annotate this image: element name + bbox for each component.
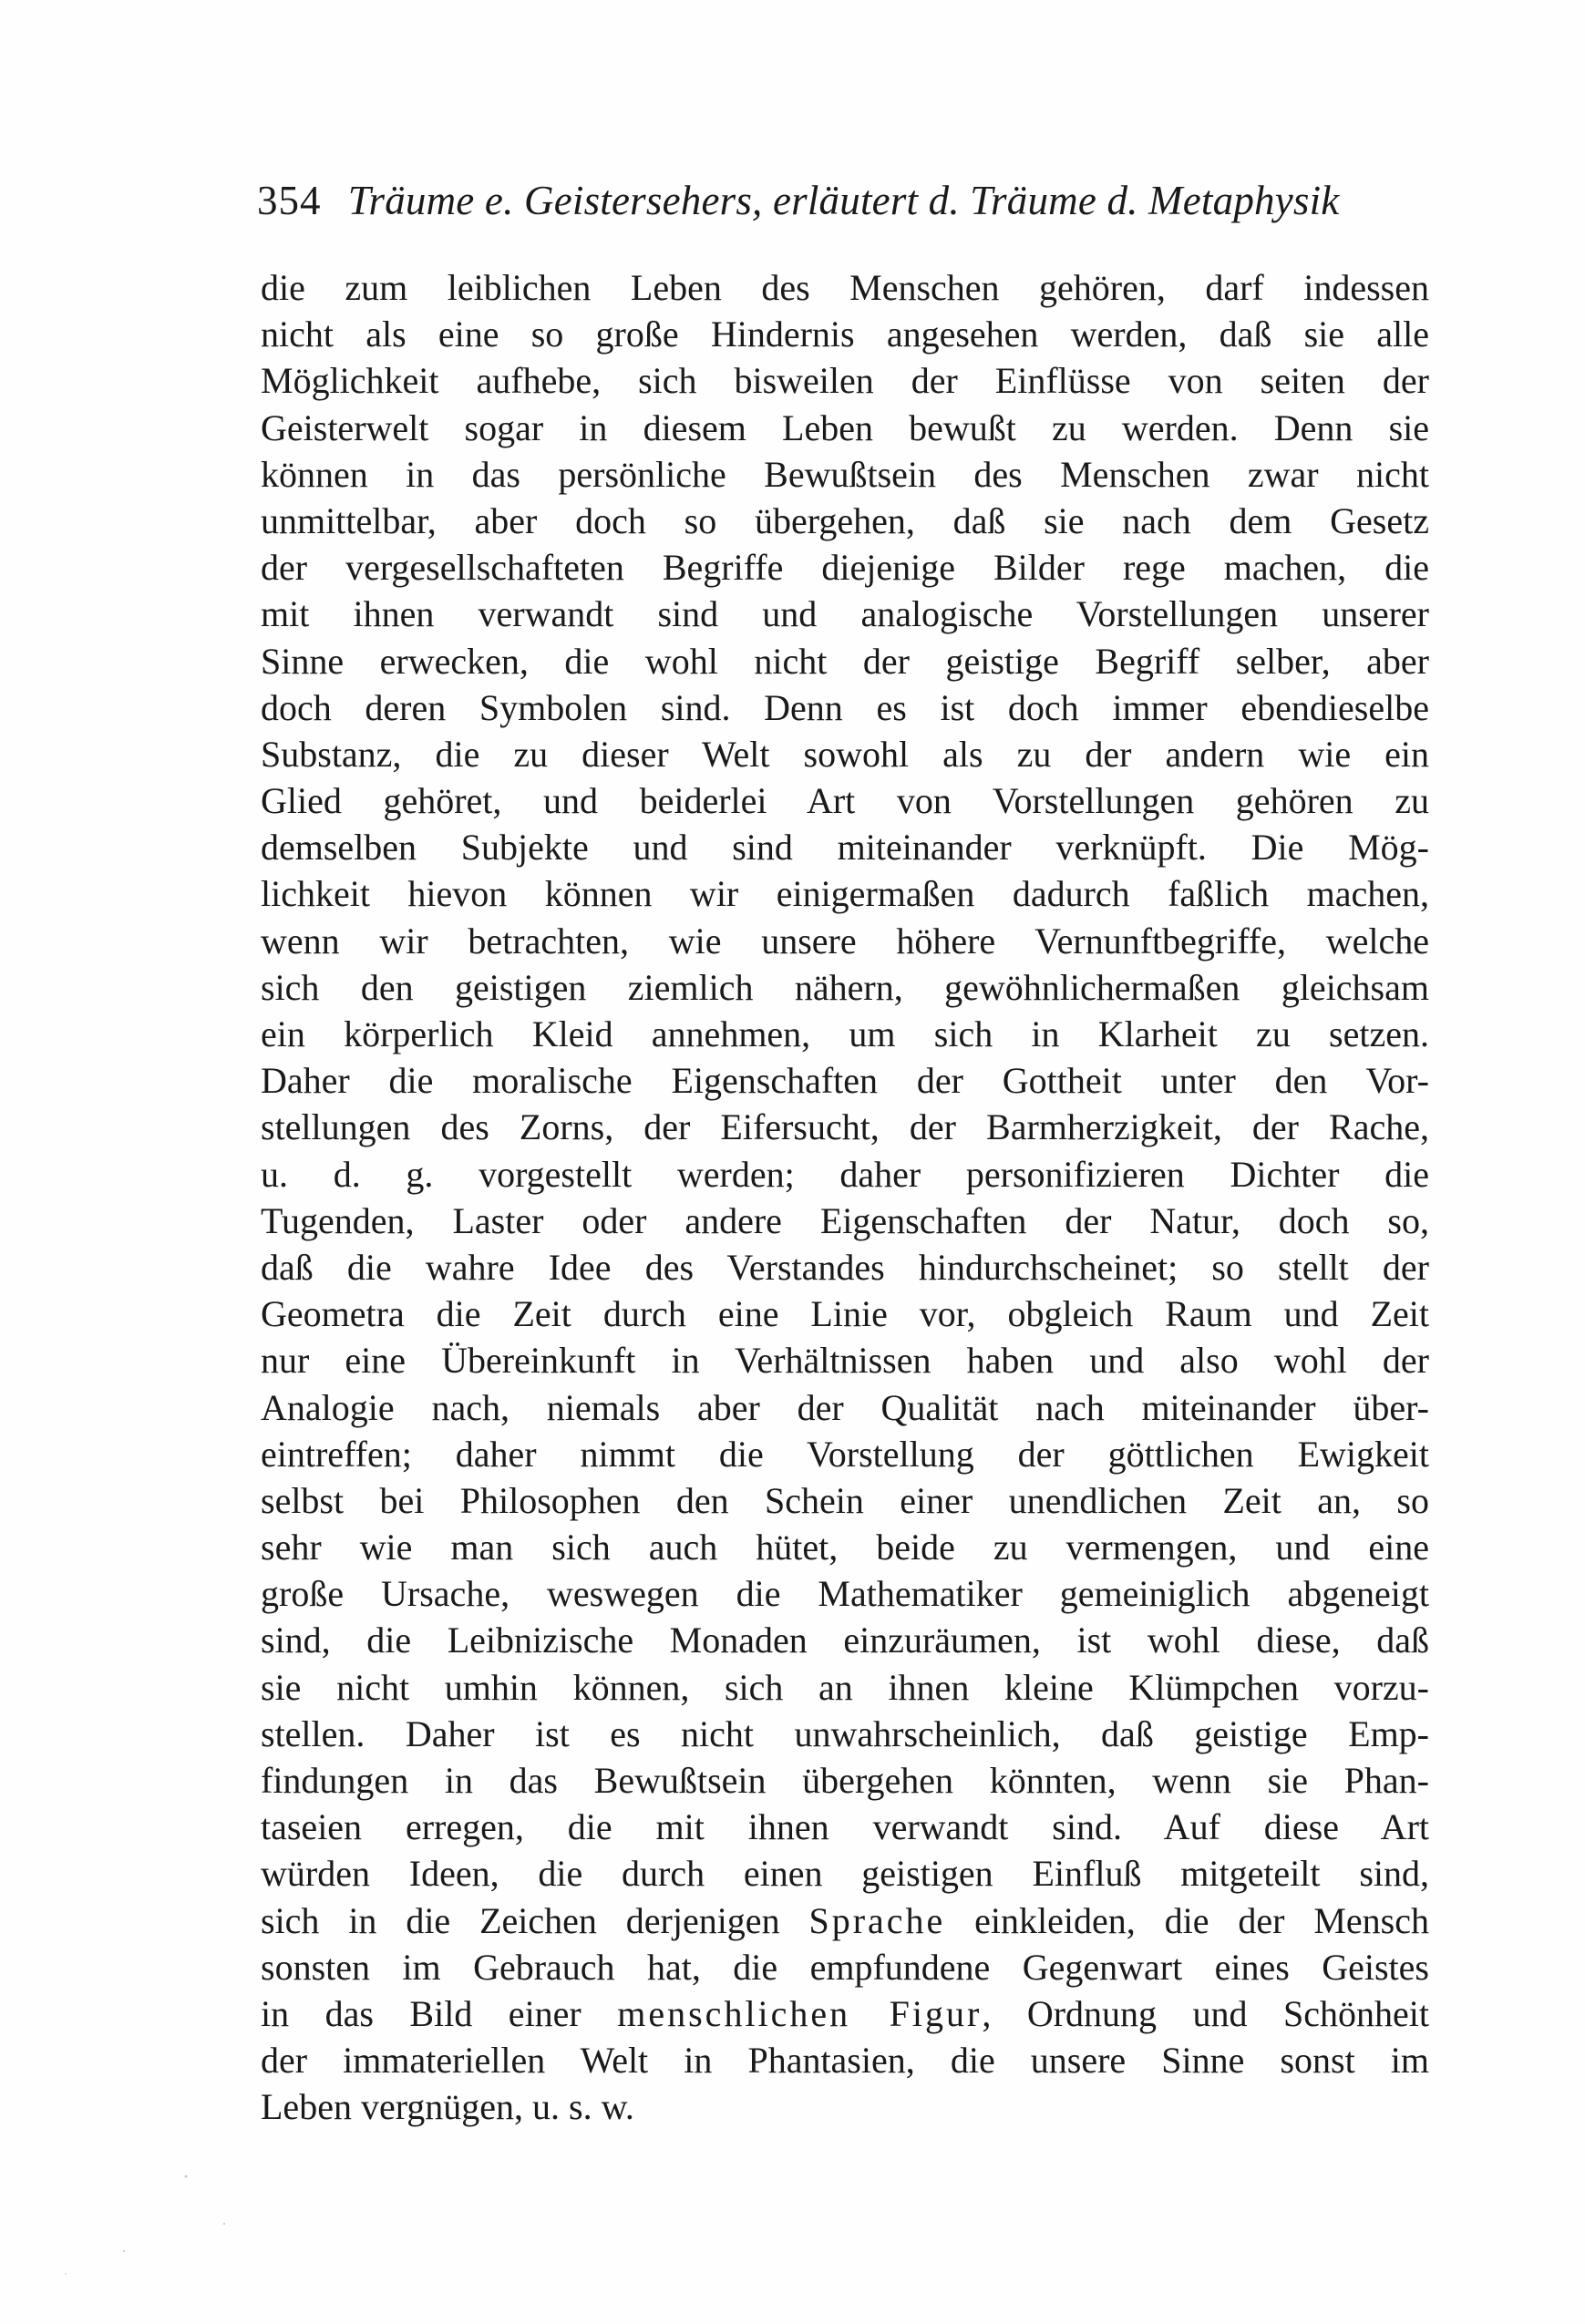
text-line: der immateriellen Welt in Phantasien, die unsere Sinne sonst im [261, 2040, 1429, 2082]
text-line: Glied gehöret, und beiderlei Art von Vorstellungen gehören zu [261, 780, 1429, 822]
text-line: die zum leiblichen Leben des Menschen gehören, darf indessen [261, 267, 1429, 308]
text-line: u. d. g. vorgestellt werden; daher personifizieren Dichter die [261, 1153, 1429, 1195]
text-line: demselben Subjekte und sind miteinander verknüpft. Die Mög- [261, 827, 1429, 869]
text-line: Geometra die Zeit durch eine Linie vor, obgleich Raum und Zeit [261, 1293, 1429, 1335]
text-line: sonsten im Gebrauch hat, die empfundene Gegenwart eines Geistes [261, 1946, 1429, 1988]
text-segment: sich in die Zeichen derjenigen [261, 1899, 809, 1941]
speck [65, 2273, 67, 2275]
spaced-emphasis: menschlichen Figur [617, 1992, 983, 2034]
body-text [261, 264, 1429, 2131]
text-line-final: Leben vergnügen, u. s. w. [261, 2086, 634, 2128]
text-line: Geisterwelt sogar in diesem Leben bewußt zu werden. Denn sie [261, 406, 1429, 448]
text-line: Analogie nach, niemals aber der Qualität nach miteinander über- [261, 1386, 1429, 1428]
text-line: unmittelbar, aber doch so übergehen, daß sie nach dem Gesetz [261, 499, 1429, 541]
speck [185, 2175, 188, 2178]
spaced-emphasis: Sprache [808, 1899, 946, 1941]
text-line: Möglichkeit aufhebe, sich bisweilen der Einflüsse von seiten der [261, 360, 1429, 402]
text-line: taseien erregen, die mit ihnen verwandt sind. Auf diese Art [261, 1806, 1429, 1848]
text-line: stellungen des Zorns, der Eifersucht, der Barmherzigkeit, der Rache, [261, 1106, 1429, 1148]
text-line: der vergesellschafteten Begriffe diejenige Bilder rege machen, die [261, 547, 1429, 589]
speck [223, 2223, 225, 2225]
text-segment: einkleiden, die der Mensch [945, 1899, 1429, 1941]
text-segment: in das Bild einer [261, 1992, 618, 2034]
text-line: Daher die moralische Eigenschaften der Gottheit unter den Vor- [261, 1060, 1429, 1102]
text-line: Sinne erwecken, die wohl nicht der geistige Begriff selber, aber [261, 640, 1429, 682]
text-line: ein körperlich Kleid annehmen, um sich in Klarheit zu setzen. [261, 1013, 1429, 1054]
page-number: 354 [257, 178, 322, 223]
text-line: nicht als eine so große Hindernis angesehen werden, daß sie alle [261, 314, 1429, 355]
text-line: sind, die Leibnizische Monaden einzuräumen, ist wohl diese, daß [261, 1620, 1429, 1661]
text-line: lichkeit hievon können wir einigermaßen dadurch faßlich machen, [261, 873, 1429, 915]
text-line: mit ihnen verwandt sind und analogische Vorstellungen unserer [261, 593, 1429, 635]
text-line: würden Ideen, die durch einen geistigen Einfluß mitgeteilt sind, [261, 1853, 1429, 1895]
text-line: nur eine Übereinkunft in Verhältnissen haben und also wohl der [261, 1340, 1429, 1382]
text-line: große Ursache, weswegen die Mathematiker gemeiniglich abgeneigt [261, 1573, 1429, 1615]
text-line [261, 1897, 1429, 1944]
text-line: findungen in das Bewußtsein übergehen könnten, wenn sie Phan- [261, 1760, 1429, 1801]
text-line: eintreffen; daher nimmt die Vorstellung der göttlichen Ewigkeit [261, 1433, 1429, 1475]
page-header [257, 171, 1433, 230]
text-line: wenn wir betrachten, wie unsere höhere Vernunftbegriffe, welche [261, 920, 1429, 961]
text-line: daß die wahre Idee des Verstandes hindurchscheinet; so stellt der [261, 1246, 1429, 1288]
text-line: können in das persönliche Bewußtsein des Menschen zwar nicht [261, 453, 1429, 495]
text-line [261, 1990, 1429, 2037]
text-line: sehr wie man sich auch hütet, beide zu vermengen, und eine [261, 1527, 1429, 1568]
speck [123, 2250, 125, 2252]
text-segment: , Ordnung und Schönheit [982, 1992, 1429, 2034]
text-line: doch deren Symbolen sind. Denn es ist doch immer ebendieselbe [261, 686, 1429, 728]
text-line: sich den geistigen ziemlich nähern, gewöhnlichermaßen gleichsam [261, 966, 1429, 1008]
text-line: selbst bei Philosophen den Schein einer unendlichen Zeit an, so [261, 1479, 1429, 1521]
text-line: Substanz, die zu dieser Welt sowohl als zu der andern wie ein [261, 733, 1429, 775]
text-line: stellen. Daher ist es nicht unwahrscheinlich, daß geistige Emp- [261, 1712, 1429, 1754]
text-line: Tugenden, Laster oder andere Eigenschaften der Natur, doch so, [261, 1199, 1429, 1241]
running-title: Träume e. Geistersehers, erläutert d. Träume d. Metaphysik [347, 178, 1340, 223]
text-line: sie nicht umhin können, sich an ihnen kleine Klümpchen vorzu- [261, 1666, 1429, 1708]
